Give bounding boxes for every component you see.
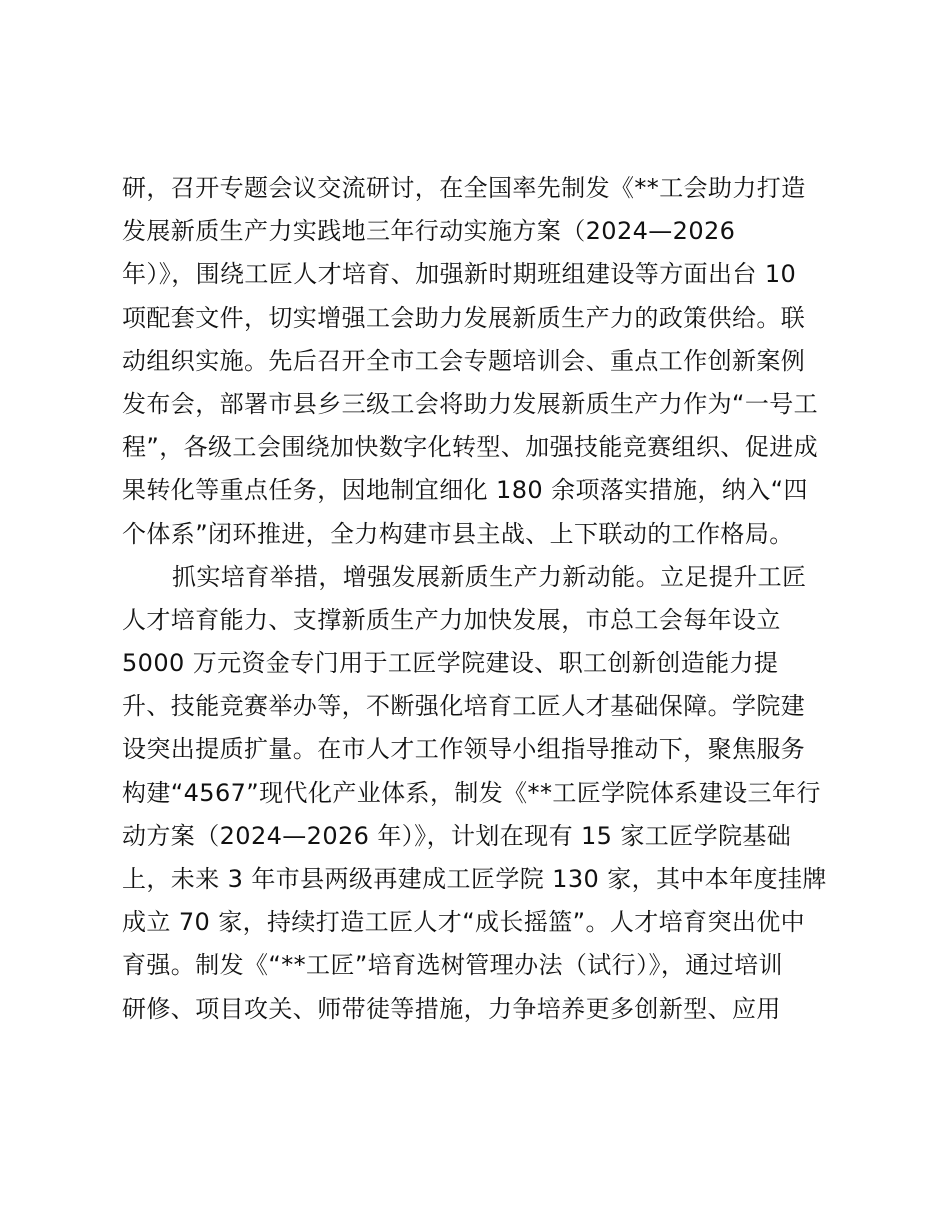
- text-line: 上，未来 3 年市县两级再建成工匠学院 130 家，其中本年度挂牌: [122, 865, 827, 893]
- body-text: [122, 167, 842, 1031]
- text-line: 年）》，围绕工匠人才培育、加强新时期班组建设等方面出台 10: [122, 260, 797, 289]
- text-line: 研修、项目攻关、师带徒等措施，力争培养更多创新型、应用: [122, 994, 781, 1023]
- text-line: 人才培育能力、支撑新质生产力加快发展，市总工会每年设立: [122, 605, 781, 634]
- text-line: 5000 万元资金专门用于工匠学院建设、职工创新创造能力提: [122, 649, 779, 678]
- text-line: 程”，各级工会围绕加快数字化转型、加强技能竞赛组织、促进成: [122, 433, 819, 462]
- text-line: 升、技能竞赛举办等，不断强化培育工匠人才基础保障。学院建: [122, 692, 806, 721]
- text-line: 动组织实施。先后召开全市工会专题培训会、重点工作创新案例: [122, 346, 806, 375]
- text-line: 设突出提质扩量。在市人才工作领导小组指导推动下，聚焦服务: [122, 735, 806, 764]
- text-line: 研，召开专题会议交流研讨，在全国率先制发《**工会助力打造: [122, 174, 806, 202]
- text-line: 构建“4567”现代化产业体系，制发《**工匠学院体系建设三年行: [122, 778, 821, 807]
- text-line: 发布会，部署市县乡三级工会将助力发展新质生产力作为“一号工: [122, 389, 819, 418]
- text-line: 个体系”闭环推进，全力构建市县主战、上下联动的工作格局。: [122, 519, 794, 548]
- text-line: 项配套文件，切实增强工会助力发展新质生产力的政策供给。联: [122, 303, 806, 332]
- paragraph-start-line: 抓实培育举措，增强发展新质生产力新动能。立足提升工匠: [172, 562, 807, 591]
- text-line: 动方案（2024—2026 年）》，计划在现有 15 家工匠学院基础: [122, 821, 792, 850]
- text-line: 发展新质生产力实践地三年行动实施方案（2024—2026: [122, 217, 736, 246]
- text-line: 育强。制发《“**工匠”培育选树管理办法（试行）》，通过培训: [122, 951, 783, 980]
- text-line: 果转化等重点任务，因地制宜细化 180 余项落实措施，纳入“四: [122, 476, 808, 505]
- text-line: 成立 70 家，持续打造工匠人才“成长摇篮”。人才培育突出优中: [122, 908, 806, 937]
